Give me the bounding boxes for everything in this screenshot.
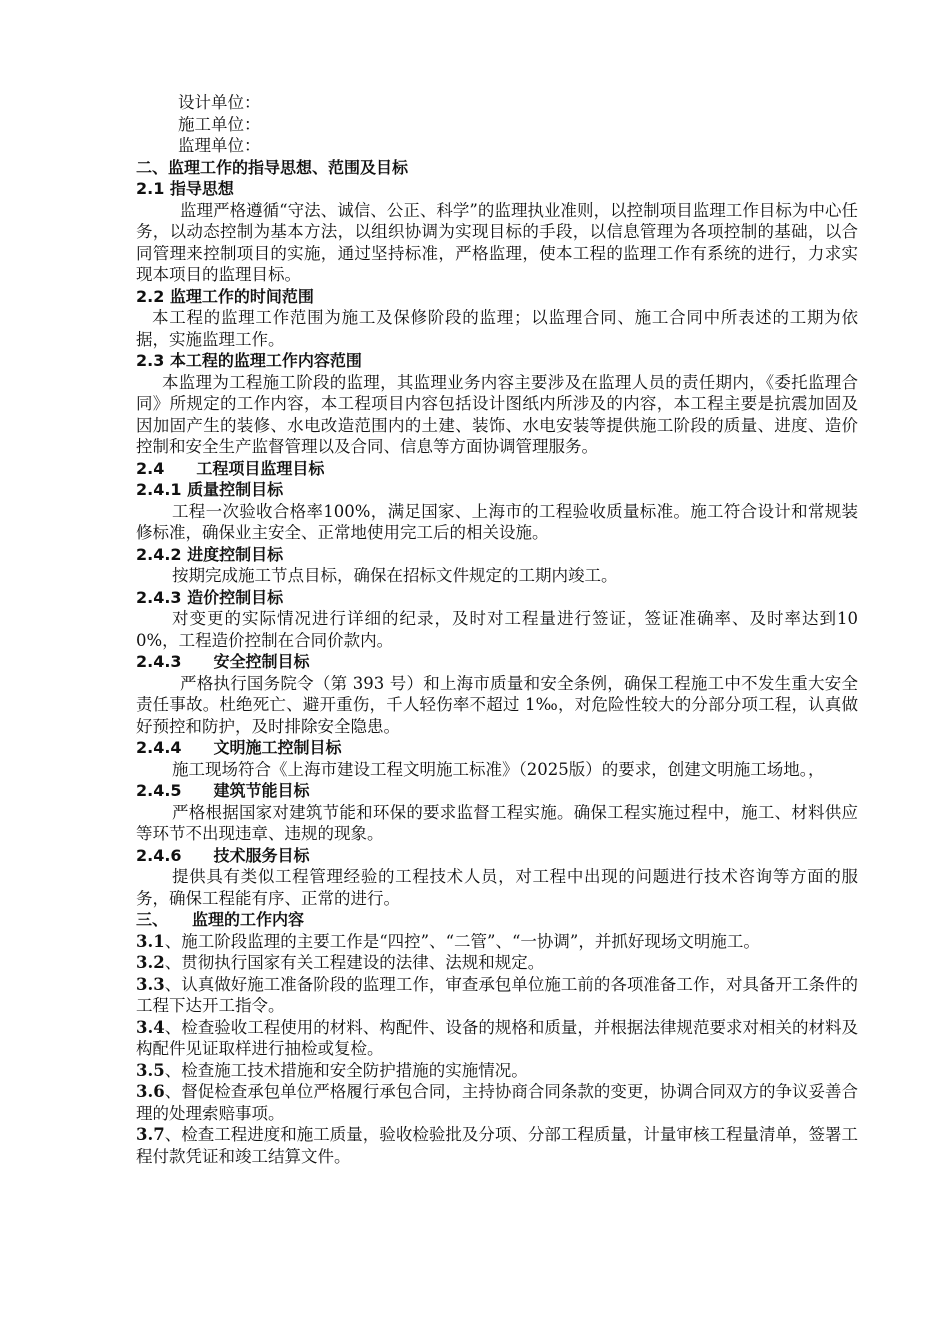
section-energy-body: 严格根据国家对建筑节能和环保的要求监督工程实施。确保工程实施过程中，施工、材料供应等环节不出现违章、违规的现象。 (136, 802, 858, 843)
section-2-4-2-heading: 2.4.2 进度控制目标 (136, 544, 284, 564)
section-2-4-3-body: 对变更的实际情况进行详细的纪录，及时对工程量进行签证，签证准确率、及时率达到100%，工程造价控制在合同价款内。 (136, 609, 858, 650)
section-3-item-text: 、检查验收工程使用的材料、构配件、设备的规格和质量，并根据法律规范要求对相关的材料及构配件见证取样进行抽检或复检。 (136, 1017, 858, 1058)
section-civilized-heading: 2.4.4 文明施工控制目标 (136, 738, 342, 757)
section-3-item-text: 、检查工程进度和施工质量，验收检验批及分项、分部工程质量，计量审核工程量清单，签署工程付款凭证和竣工结算文件。 (136, 1125, 858, 1166)
section-safety-heading: 2.4.3 安全控制目标 (136, 652, 310, 671)
section-3-item (136, 1124, 858, 1167)
section-2-2-heading: 2.2 监理工作的时间范围 (136, 286, 314, 306)
section-3-item (136, 1017, 858, 1060)
document-body (136, 92, 858, 1167)
section-2-4-heading: 2.4 工程项目监理目标 (136, 458, 325, 478)
section-3-item-text: 、督促检查承包单位严格履行承包合同，主持协商合同条款的变更，协调合同双方的争议妥善合理的处理索赔事项。 (136, 1082, 858, 1123)
section-3-item-number: 3.5 (136, 1060, 165, 1080)
section-3-item-text: 、检查施工技术措施和安全防护措施的实施情况。 (164, 1060, 528, 1080)
section-3-item-text: 、贯彻执行国家有关工程建设的法律、法规和规定。 (164, 953, 545, 972)
section-3-item-text: 、施工阶段监理的主要工作是“四控”、“二管”、“一协调”，并抓好现场文明施工。 (164, 931, 760, 951)
section-2-heading: 二、监理工作的指导思想、范围及目标 (136, 157, 409, 177)
section-3-item (136, 952, 858, 974)
section-energy-heading: 2.4.5 建筑节能目标 (136, 781, 310, 800)
section-3-item-number: 3.6 (136, 1082, 165, 1101)
design-unit-label: 设计单位： (178, 93, 261, 112)
section-3-item-number: 3.3 (136, 974, 165, 994)
section-3-heading: 三、 监理的工作内容 (136, 910, 305, 929)
section-3-item (136, 1060, 858, 1082)
section-2-3-heading: 2.3 本工程的监理工作内容范围 (136, 351, 362, 370)
section-2-4-3-heading: 2.4.3 造价控制目标 (136, 587, 284, 607)
section-2-4-1-heading: 2.4.1 质量控制目标 (136, 480, 284, 499)
section-safety-body: 严格执行国务院令（第 393 号）和上海市质量和安全条例，确保工程施工中不发生重大安全责任事故。杜绝死亡、避开重伤，千人轻伤率不超过 1‰，对危险性较大的分部分项工程，认真做好预控和防护，及时排除安全隐患。 (136, 673, 858, 736)
section-2-3-body: 本监理为工程施工阶段的监理，其监理业务内容主要涉及在监理人员的责任期内，《委托监理合同》所规定的工作内容，本工程项目内容包括设计图纸内所涉及的内容，本工程主要是抗震加固及因加固产生的装修、水电改造范围内的土建、装饰、水电安装等提供施工阶段的质量、进度、造价控制和安全生产监督管理以及合同、信息等方面协调管理服务。 (136, 372, 858, 456)
section-3-item-number: 3.1 (136, 931, 165, 951)
supervision-unit-label: 监理单位： (178, 136, 261, 155)
section-2-1-body: 监理严格遵循“守法、诚信、公正、科学”的监理执业准则，以控制项目监理工作目标为中心任务，以动态控制为基本方法，以组织协调为实现目标的手段，以信息管理为各项控制的基础，以合同管理来控制项目的实施，通过坚持标准，严格监理，使本工程的监理工作有系统的进行，力求实现本项目的监理目标。 (136, 200, 858, 284)
section-2-4-2-body: 按期完成施工节点目标，确保在招标文件规定的工期内竣工。 (172, 566, 618, 585)
section-3-item-number: 3.2 (136, 953, 165, 972)
section-3-item (136, 974, 858, 1017)
section-tech-service-heading: 2.4.6 技术服务目标 (136, 845, 310, 865)
section-3-item-number: 3.7 (136, 1125, 165, 1144)
section-3-item (136, 931, 858, 953)
section-3-item-number: 3.4 (136, 1017, 165, 1037)
section-civilized-body: 施工现场符合《上海市建设工程文明施工标准》（2025版）的要求，创建文明施工场地。， (172, 759, 825, 779)
section-3-item-text: 、认真做好施工准备阶段的监理工作，审查承包单位施工前的各项准备工作，对具备开工条件的工程下达开工指令。 (136, 974, 858, 1015)
section-tech-service-body: 提供具有类似工程管理经验的工程技术人员，对工程中出现的问题进行技术咨询等方面的服务，确保工程能有序、正常的进行。 (136, 867, 858, 908)
section-3-item (136, 1081, 858, 1124)
section-2-4-1-body: 工程一次验收合格率100%，满足国家、上海市的工程验收质量标准。施工符合设计和常规装修标准，确保业主安全、正常地使用完工后的相关设施。 (136, 501, 858, 542)
section-2-2-body: 本工程的监理工作范围为施工及保修阶段的监理；以监理合同、施工合同中所表述的工期为依据，实施监理工作。 (136, 308, 858, 349)
section-2-1-heading: 2.1 指导思想 (136, 179, 234, 198)
construction-unit-label: 施工单位： (178, 114, 261, 134)
